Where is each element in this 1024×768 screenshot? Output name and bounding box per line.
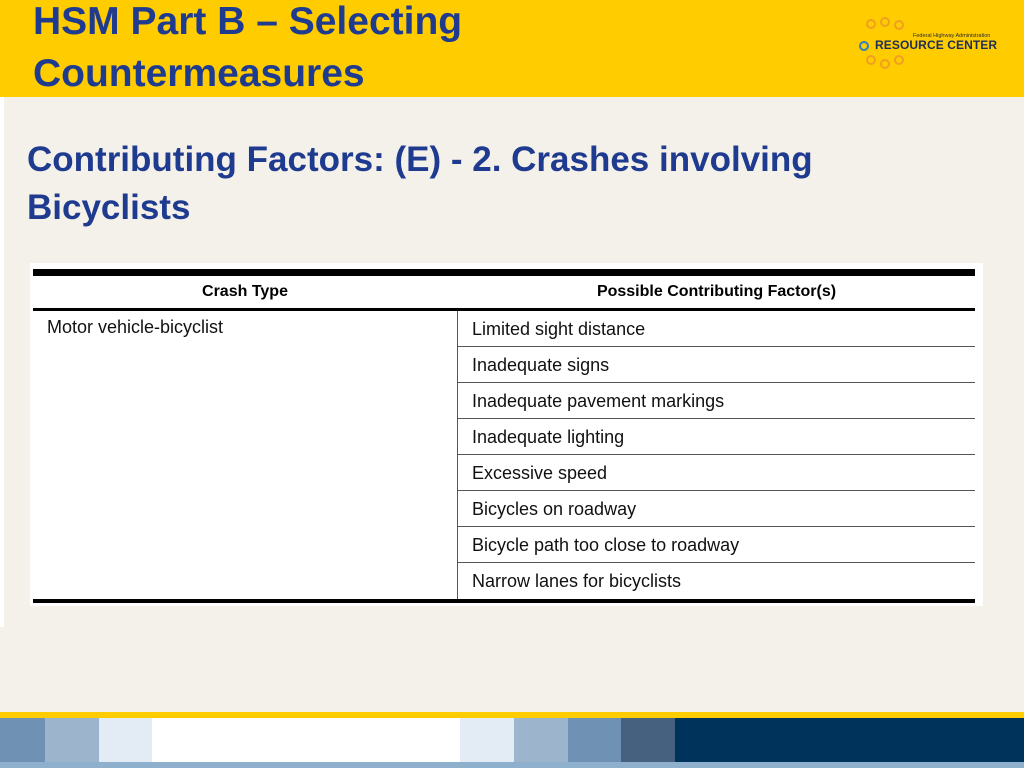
left-edge-strip — [0, 97, 4, 627]
logo-agency-text: Federal Highway Administration — [913, 33, 991, 39]
footer-block — [45, 718, 99, 762]
footer-block — [514, 718, 568, 762]
slide-title-line-1: HSM Part B – Selecting — [33, 0, 463, 43]
column-header-contributing-factors: Possible Contributing Factor(s) — [596, 283, 837, 300]
footer-block — [0, 718, 45, 762]
slide-subtitle-line-1: Contributing Factors: (E) - 2. Crashes involving — [27, 140, 813, 179]
logo-main-text: RESOURCE CENTER — [875, 38, 998, 52]
factor-row: Limited sight distance — [458, 311, 975, 347]
table-top-rule — [33, 269, 975, 276]
footer-block — [568, 718, 621, 762]
slide-title — [33, 0, 733, 100]
contributing-factors-table — [30, 263, 983, 606]
slide-title-line-2: Countermeasures — [33, 52, 365, 95]
footer-block — [621, 718, 675, 762]
factor-row: Inadequate lighting — [458, 419, 975, 455]
column-header-crash-type: Crash Type — [202, 283, 288, 300]
factor-row: Inadequate signs — [458, 347, 975, 383]
footer-block — [99, 718, 152, 762]
crash-type-cell: Motor vehicle-bicyclist — [47, 317, 224, 337]
table-bottom-rule — [33, 599, 975, 603]
resource-center-logo — [855, 16, 1015, 76]
footer-color-bar — [0, 718, 1024, 762]
factor-row: Narrow lanes for bicyclists — [472, 571, 682, 591]
slide-subtitle-line-2: Bicyclists — [27, 188, 191, 227]
footer-block — [675, 718, 1024, 762]
footer-block — [152, 718, 460, 762]
footer-block — [460, 718, 514, 762]
factor-row: Bicycle path too close to roadway — [458, 527, 975, 563]
factor-row: Excessive speed — [458, 455, 975, 491]
slide-subtitle — [27, 136, 987, 232]
factor-row: Bicycles on roadway — [458, 491, 975, 527]
factor-list — [458, 311, 975, 599]
factor-row: Inadequate pavement markings — [458, 383, 975, 419]
footer-bottom-line — [0, 762, 1024, 768]
